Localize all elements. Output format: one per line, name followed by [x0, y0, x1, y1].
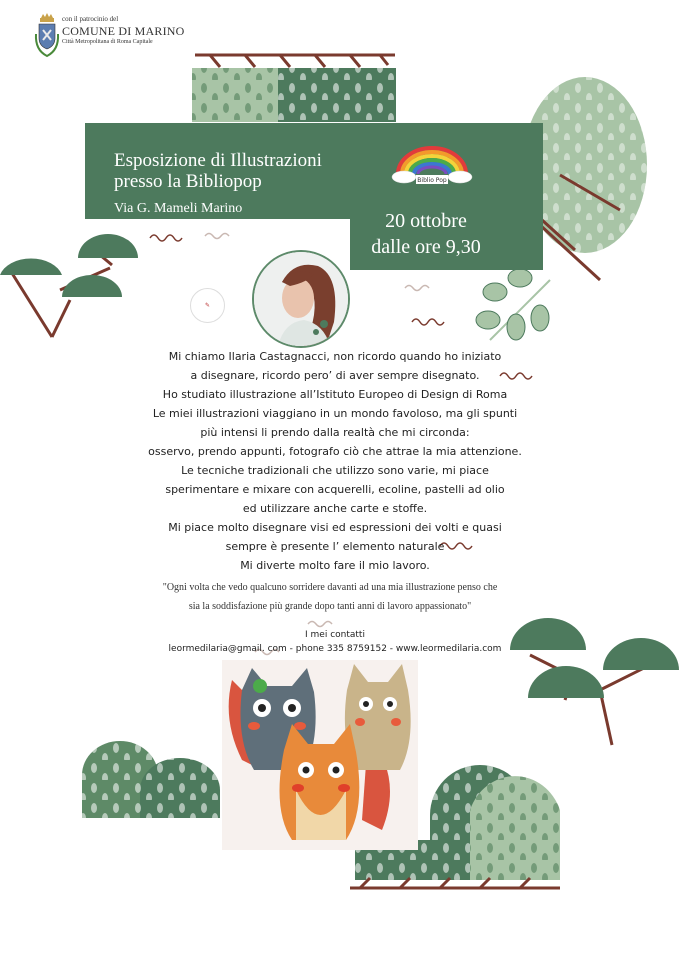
quote-line1: "Ogni volta che vedo qualcuno sorridere davanti ad una mia illustrazione penso che — [162, 582, 498, 593]
contacts-details[interactable]: leormedilaria@gmail. com - phone 335 8759152 - www.leormedilaria.com — [168, 644, 502, 654]
bio-line: Ho studiato illustrazione all’Istituto Europeo di Design di Roma — [162, 388, 508, 401]
bio-line: Le tecniche tradizionali che utilizzo sono varie, mi piace — [181, 464, 489, 477]
patronage-block — [62, 16, 185, 45]
event-date-line1: 20 ottobre — [385, 210, 467, 232]
bottom-left-hedges — [82, 741, 220, 818]
artist-bio — [100, 347, 570, 575]
event-date — [350, 208, 502, 260]
bio-line: più intensi li prendo dalla realtà che mi circonda: — [200, 426, 470, 439]
cats-illustration — [222, 660, 418, 850]
contacts-heading: I mei contatti — [305, 630, 365, 640]
bio-line: sperimentare e mixare con acquerelli, ecoline, pastelli ad olio — [165, 483, 505, 496]
quote-line2: sia la soddisfazione più grande dopo tanti anni di lavoro appassionato" — [188, 601, 472, 612]
artist-badge-icon: ✎ — [190, 288, 225, 323]
bio-line: Mi chiamo Ilaria Castagnacci, non ricordo quando ho iniziato — [168, 350, 502, 363]
top-branch — [195, 55, 395, 67]
bio-line: Le miei illustrazioni viaggiano in un mondo favoloso, ma gli spunti — [152, 407, 518, 420]
bio-line: a disegnare, ricordo pero’ di aver sempre disegnato. — [190, 369, 480, 382]
artist-portrait — [252, 250, 350, 348]
event-time-line: dalle ore 9,30 — [371, 236, 481, 258]
left-tree — [0, 234, 138, 337]
event-title-line2: presso la Bibliopop — [114, 171, 262, 192]
event-title — [114, 150, 322, 192]
venue-logo-text: Biblio Pop — [417, 177, 447, 184]
patronage-label: con il patrocinio del — [62, 15, 119, 23]
bio-line: ed utilizzare anche carte e stoffe. — [242, 502, 428, 515]
bio-line: Mi piace molto disegnare visi ed espressioni dei volti e quasi — [168, 521, 502, 534]
municipality-crest-icon — [33, 12, 61, 62]
municipality-name: COMUNE DI MARINO — [62, 24, 185, 38]
bio-line: Mi diverte molto fare il mio lavoro. — [240, 559, 430, 572]
metro-city-name: Città Metropolitana di Roma Capitale — [62, 39, 153, 45]
event-title-line1: Esposizione di Illustrazioni — [114, 150, 322, 171]
artist-quote — [100, 578, 560, 616]
bio-line: sempre è presente l’ elemento naturale — [225, 540, 445, 553]
event-address: Via G. Mameli Marino — [114, 201, 243, 216]
leaf-sprig — [476, 269, 550, 340]
bibliopop-rainbow-logo — [390, 144, 474, 186]
bio-line: osservo, prendo appunti, fotografo ciò che attrae la mia attenzione. — [148, 445, 522, 458]
